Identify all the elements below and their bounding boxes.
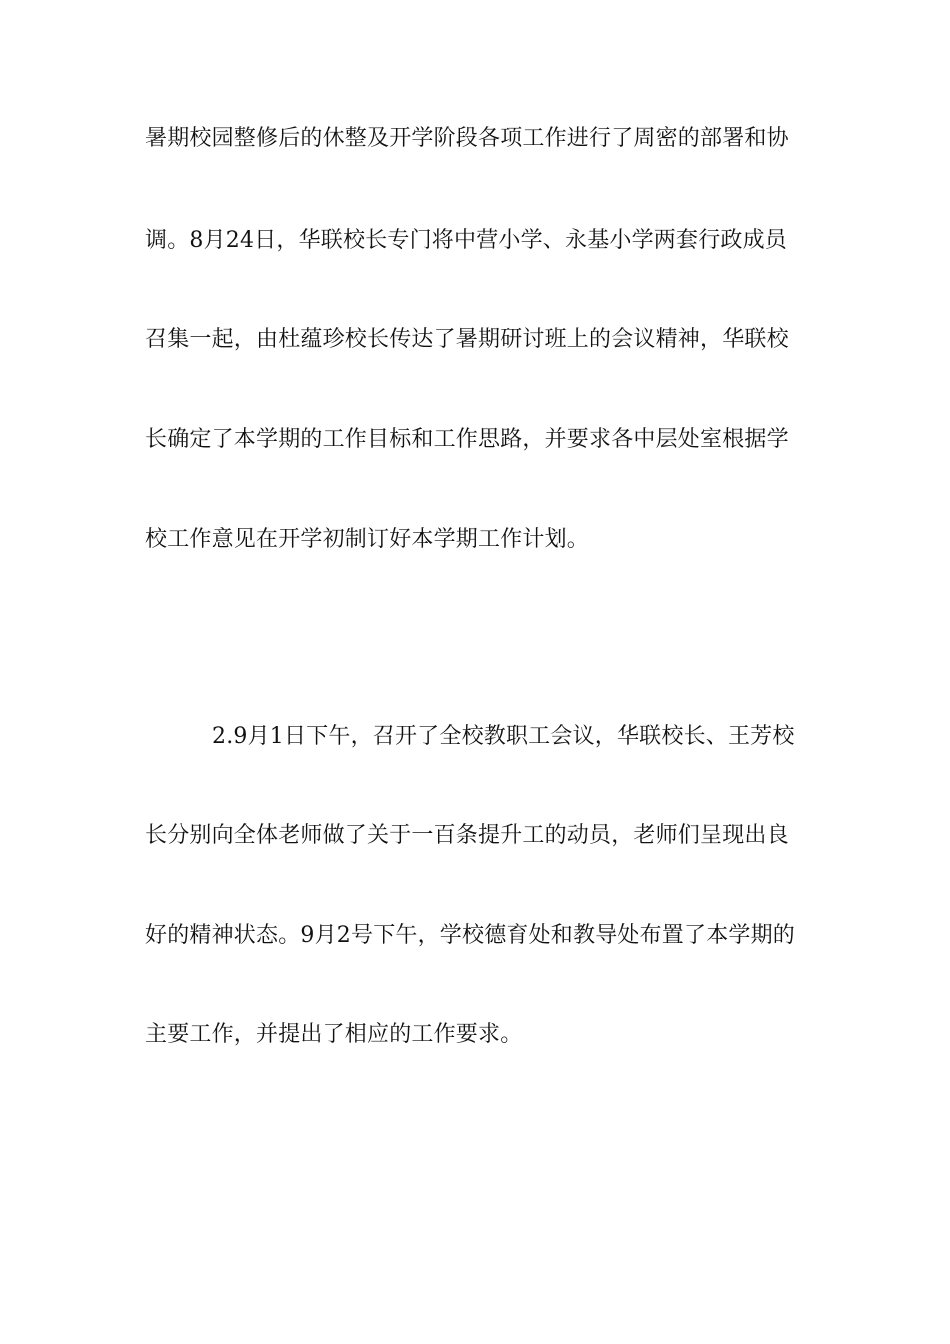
text-line: 好的精神状态。9月2号下午，学校德育处和教导处布置了本学期的 xyxy=(145,923,795,948)
text-line: 主要工作，并提出了相应的工作要求。 xyxy=(145,1022,523,1047)
text-line: 长确定了本学期的工作目标和工作思路，并要求各中层处室根据学 xyxy=(145,427,789,452)
text-line: 2.9月1日下午，召开了全校教职工会议，华联校长、王芳校 xyxy=(212,724,795,749)
text-line: 长分别向全体老师做了关于一百条提升工的动员，老师们呈现出良 xyxy=(145,823,789,848)
text-line: 调。8月24日，华联校长专门将中营小学、永基小学两套行政成员 xyxy=(145,228,787,253)
text-line: 召集一起，由杜蕴珍校长传达了暑期研讨班上的会议精神，华联校 xyxy=(145,327,789,352)
text-line: 暑期校园整修后的休整及开学阶段各项工作进行了周密的部署和协 xyxy=(145,126,789,151)
text-line: 校工作意见在开学初制订好本学期工作计划。 xyxy=(145,527,590,552)
